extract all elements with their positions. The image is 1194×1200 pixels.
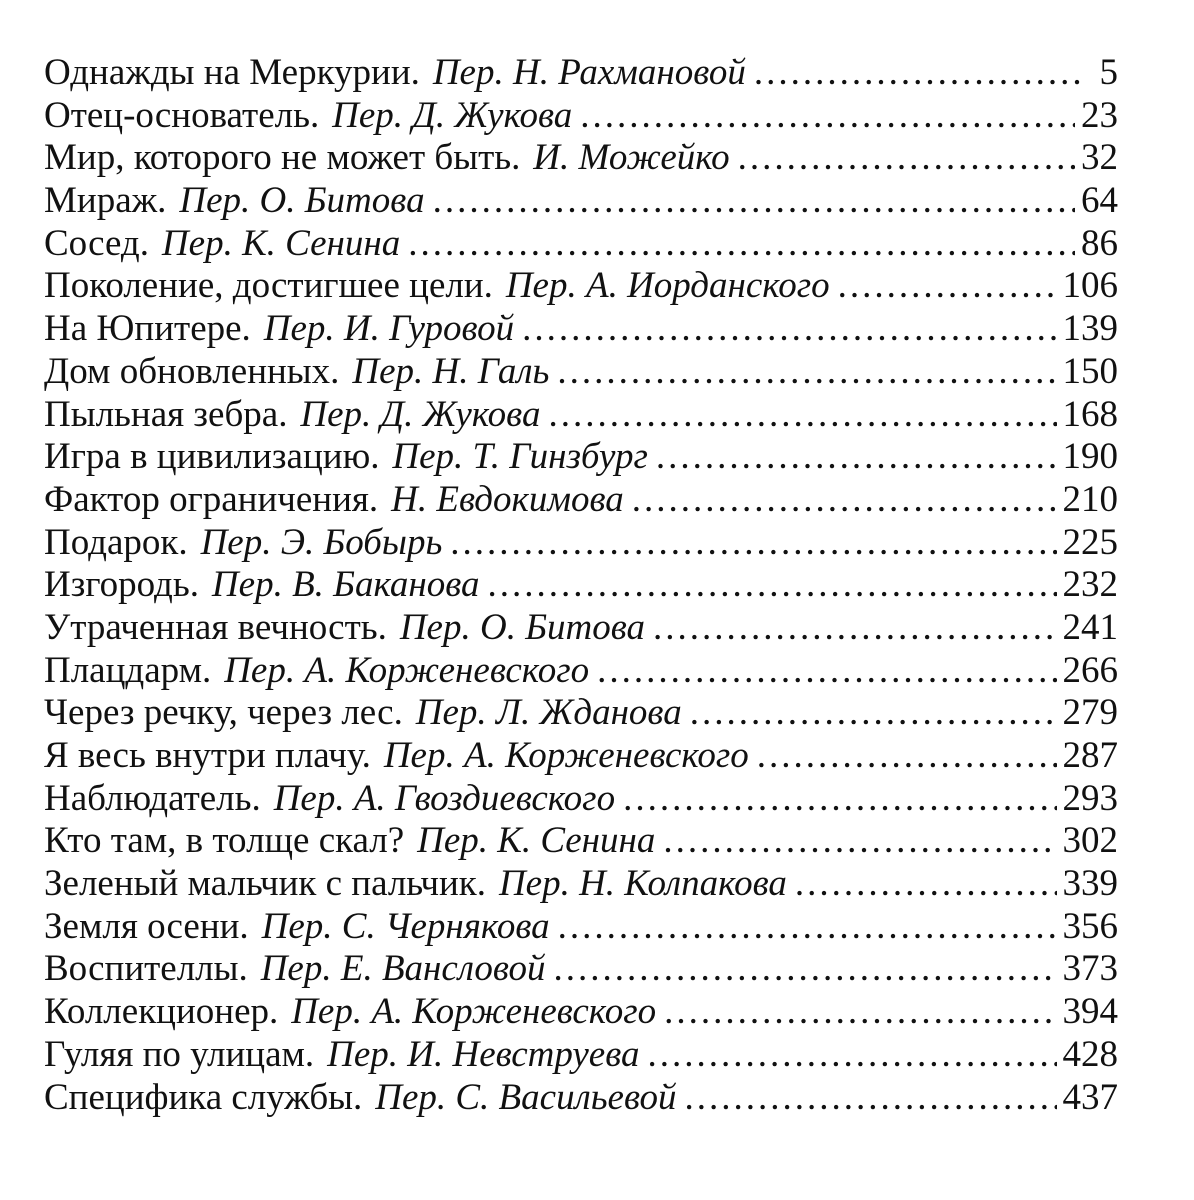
entry-title: Коллекционер.	[44, 991, 279, 1033]
toc-entry	[44, 863, 1118, 906]
entry-translator: Пер. И. Гуровой	[263, 308, 515, 350]
toc-entry	[44, 607, 1118, 650]
entry-translator: Пер. Д. Жукова	[332, 94, 573, 136]
entry-title: Мираж.	[44, 180, 167, 222]
dot-leader	[522, 308, 1056, 351]
toc-entry	[44, 692, 1118, 735]
entry-translator: Пер. А. Гвоздиевского	[273, 777, 616, 819]
entry-title: Плацдарм.	[44, 649, 212, 691]
entry-translator: Пер. А. Иорданского	[505, 265, 830, 307]
entry-translator: Пер. И. Невструева	[327, 1033, 640, 1075]
toc-entry	[44, 564, 1118, 607]
toc-entry	[44, 223, 1118, 266]
entry-title: Наблюдатель.	[44, 777, 261, 819]
table-of-contents	[44, 52, 1118, 1119]
entry-page-number: 266	[1062, 649, 1118, 691]
dot-leader	[757, 735, 1057, 778]
entry-title: Утраченная вечность.	[44, 606, 387, 648]
dot-leader	[690, 692, 1057, 735]
entry-title: Сосед.	[44, 222, 149, 264]
dot-leader	[549, 394, 1057, 437]
entry-title: Земля осени.	[44, 905, 249, 947]
entry-title: Гуляя по улицам.	[44, 1033, 315, 1075]
dot-leader	[597, 650, 1056, 693]
entry-title: Отец-основатель.	[44, 94, 320, 136]
entry-title: Зеленый мальчик с пальчик.	[44, 863, 486, 905]
entry-page-number: 339	[1062, 863, 1118, 905]
entry-page-number: 293	[1062, 777, 1118, 819]
entry-title: Специфика службы.	[44, 1076, 363, 1118]
entry-title: Подарок.	[44, 521, 188, 563]
entry-title: Через речку, через лес.	[44, 692, 403, 734]
dot-leader	[738, 137, 1075, 180]
entry-translator: Пер. В. Баканова	[211, 564, 480, 606]
toc-entry	[44, 436, 1118, 479]
dot-leader	[663, 820, 1056, 863]
dot-leader	[754, 52, 1084, 95]
toc-entry	[44, 265, 1118, 308]
dot-leader	[580, 95, 1075, 138]
entry-title: Мир, которого не может быть.	[44, 137, 521, 179]
entry-translator: И. Можейко	[533, 137, 730, 179]
toc-entry	[44, 522, 1118, 565]
entry-translator: Пер. Э. Бобырь	[200, 521, 443, 563]
entry-title: Изгородь.	[44, 564, 199, 606]
dot-leader	[653, 607, 1056, 650]
entry-translator: Пер. С. Чернякова	[261, 905, 550, 947]
entry-translator: Пер. А. Корженевского	[224, 649, 590, 691]
toc-entry	[44, 948, 1118, 991]
dot-leader	[656, 436, 1057, 479]
toc-entry	[44, 906, 1118, 949]
dot-leader	[433, 180, 1075, 223]
entry-page-number: 86	[1081, 222, 1118, 264]
entry-title: На Юпитере.	[44, 308, 251, 350]
dot-leader	[623, 778, 1056, 821]
entry-page-number: 279	[1062, 692, 1118, 734]
entry-page-number: 150	[1062, 350, 1118, 392]
toc-entry	[44, 1077, 1118, 1120]
toc-entry	[44, 479, 1118, 522]
dot-leader	[795, 863, 1057, 906]
entry-page-number: 302	[1062, 820, 1118, 862]
entry-page-number: 356	[1062, 905, 1118, 947]
entry-translator: Пер. Н. Галь	[352, 350, 550, 392]
entry-page-number: 64	[1081, 180, 1118, 222]
dot-leader	[553, 948, 1056, 991]
entry-page-number: 168	[1062, 393, 1118, 435]
toc-entry	[44, 351, 1118, 394]
entry-title: Пыльная зебра.	[44, 393, 288, 435]
entry-title: Поколение, достигшее цели.	[44, 265, 493, 307]
entry-page-number: 106	[1062, 265, 1118, 307]
dot-leader	[664, 991, 1056, 1034]
entry-page-number: 232	[1062, 564, 1118, 606]
entry-translator: Пер. О. Битова	[399, 606, 646, 648]
entry-translator: Пер. О. Битова	[179, 180, 425, 222]
dot-leader	[488, 564, 1057, 607]
entry-title: Воспителлы.	[44, 948, 248, 990]
toc-entry	[44, 650, 1118, 693]
dot-leader	[558, 906, 1057, 949]
entry-title: Кто там, в толще скал?	[44, 820, 405, 862]
entry-translator: Пер. Л. Жданова	[415, 692, 682, 734]
toc-entry	[44, 95, 1118, 138]
toc-entry	[44, 735, 1118, 778]
entry-translator: Пер. К. Сенина	[417, 820, 656, 862]
entry-page-number: 210	[1062, 478, 1118, 520]
toc-entry	[44, 137, 1118, 180]
entry-translator: Пер. А. Корженевского	[383, 735, 749, 776]
entry-translator: Пер. Д. Жукова	[300, 393, 541, 435]
toc-entry	[44, 820, 1118, 863]
entry-title: Однажды на Меркурии.	[44, 52, 420, 93]
toc-entry	[44, 394, 1118, 437]
toc-entry	[44, 778, 1118, 821]
dot-leader	[838, 265, 1057, 308]
toc-entry	[44, 180, 1118, 223]
dot-leader	[557, 351, 1056, 394]
dot-leader	[648, 1034, 1057, 1077]
entry-page-number: 32	[1081, 137, 1118, 179]
dot-leader	[450, 522, 1056, 565]
entry-page-number: 190	[1062, 436, 1118, 478]
entry-title: Я весь внутри плачу.	[44, 735, 371, 776]
dot-leader	[685, 1077, 1057, 1120]
entry-translator: Н. Евдокимова	[391, 478, 624, 520]
entry-translator: Пер. Е. Вансловой	[260, 948, 546, 990]
entry-page-number: 373	[1062, 948, 1118, 990]
entry-page-number: 428	[1062, 1033, 1118, 1075]
entry-translator: Пер. Н. Рахмановой	[432, 52, 746, 93]
entry-page-number: 437	[1062, 1076, 1118, 1118]
dot-leader	[408, 223, 1075, 266]
entry-translator: Пер. Н. Колпакова	[498, 863, 787, 905]
entry-translator: Пер. С. Васильевой	[375, 1076, 677, 1118]
entry-page-number: 139	[1062, 308, 1118, 350]
entry-translator: Пер. К. Сенина	[161, 222, 401, 264]
entry-page-number: 5	[1099, 52, 1118, 93]
toc-entry	[44, 52, 1118, 95]
toc-entry	[44, 991, 1118, 1034]
toc-entry	[44, 1034, 1118, 1077]
entry-translator: Пер. А. Корженевского	[291, 991, 657, 1033]
entry-translator: Пер. Т. Гинзбург	[392, 436, 648, 478]
entry-title: Игра в цивилизацию.	[44, 436, 380, 478]
entry-page-number: 23	[1081, 94, 1118, 136]
entry-page-number: 241	[1062, 606, 1118, 648]
entry-page-number: 287	[1062, 735, 1118, 776]
entry-title: Фактор ограничения.	[44, 478, 379, 520]
toc-entry	[44, 308, 1118, 351]
entry-title: Дом обновленных.	[44, 350, 340, 392]
entry-page-number: 394	[1062, 991, 1118, 1033]
dot-leader	[632, 479, 1057, 522]
entry-page-number: 225	[1062, 521, 1118, 563]
